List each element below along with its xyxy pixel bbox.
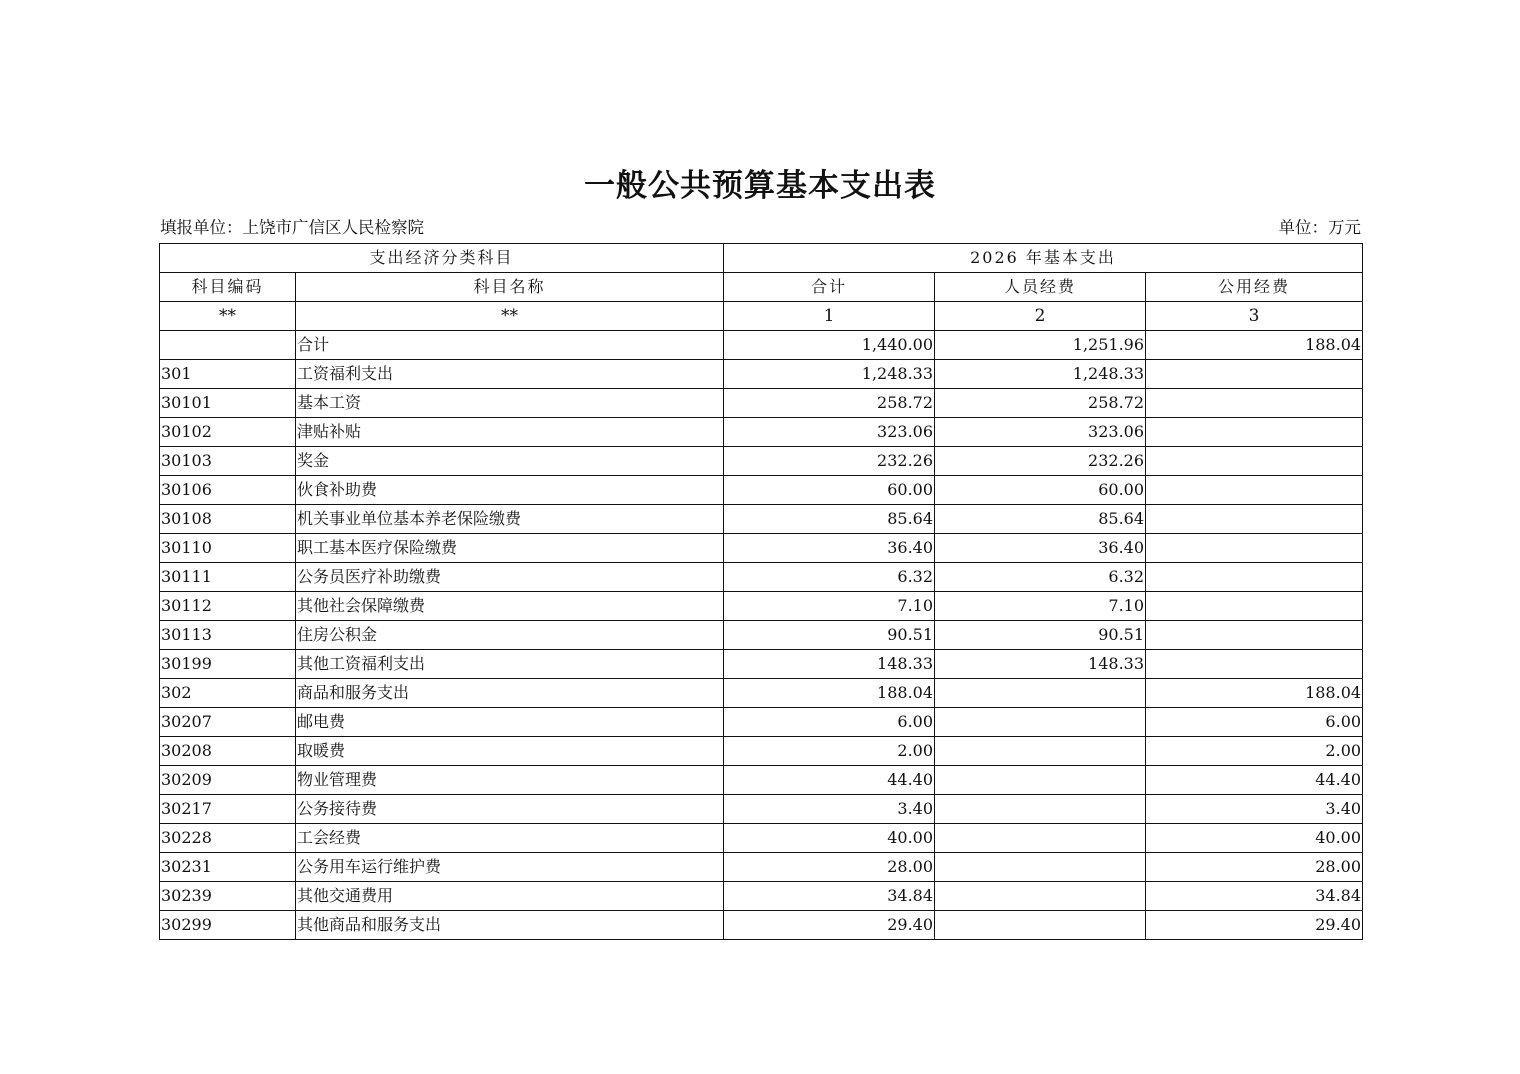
table-row bbox=[160, 853, 1363, 882]
reporting-unit: 填报单位：上饶市广信区人民检察院 bbox=[160, 218, 424, 237]
page-title: 一般公共预算基本支出表 bbox=[584, 168, 936, 204]
index-row bbox=[160, 302, 1363, 331]
name-cell: 奖金 bbox=[296, 447, 724, 476]
personnel-cell: 148.33 bbox=[935, 650, 1146, 679]
public-cell: 44.40 bbox=[1146, 766, 1363, 795]
index-cell: 1 bbox=[724, 302, 935, 331]
code-cell: 30239 bbox=[160, 882, 296, 911]
table-row bbox=[160, 389, 1363, 418]
public-cell bbox=[1146, 360, 1363, 389]
public-cell: 34.84 bbox=[1146, 882, 1363, 911]
code-cell: 30110 bbox=[160, 534, 296, 563]
name-cell: 公务用车运行维护费 bbox=[296, 853, 724, 882]
table-row bbox=[160, 563, 1363, 592]
name-cell: 合计 bbox=[296, 331, 724, 360]
public-cell bbox=[1146, 476, 1363, 505]
code-cell: 30299 bbox=[160, 911, 296, 940]
public-cell: 28.00 bbox=[1146, 853, 1363, 882]
table-row bbox=[160, 505, 1363, 534]
personnel-cell bbox=[935, 766, 1146, 795]
code-cell: 30113 bbox=[160, 621, 296, 650]
code-cell bbox=[160, 331, 296, 360]
name-cell: 住房公积金 bbox=[296, 621, 724, 650]
header-personnel: 人员经费 bbox=[935, 273, 1146, 302]
index-cell: 2 bbox=[935, 302, 1146, 331]
personnel-cell: 60.00 bbox=[935, 476, 1146, 505]
table-row bbox=[160, 911, 1363, 940]
total-cell: 29.40 bbox=[724, 911, 935, 940]
table-row bbox=[160, 824, 1363, 853]
personnel-cell bbox=[935, 795, 1146, 824]
public-cell: 188.04 bbox=[1146, 679, 1363, 708]
public-cell: 188.04 bbox=[1146, 331, 1363, 360]
header-public: 公用经费 bbox=[1146, 273, 1363, 302]
name-cell: 公务接待费 bbox=[296, 795, 724, 824]
total-cell: 85.64 bbox=[724, 505, 935, 534]
total-cell: 6.32 bbox=[724, 563, 935, 592]
public-cell bbox=[1146, 505, 1363, 534]
name-cell: 邮电费 bbox=[296, 708, 724, 737]
code-cell: 30207 bbox=[160, 708, 296, 737]
personnel-cell: 258.72 bbox=[935, 389, 1146, 418]
total-cell: 1,248.33 bbox=[724, 360, 935, 389]
name-cell: 机关事业单位基本养老保险缴费 bbox=[296, 505, 724, 534]
total-cell: 3.40 bbox=[724, 795, 935, 824]
code-cell: 30217 bbox=[160, 795, 296, 824]
total-cell: 44.40 bbox=[724, 766, 935, 795]
table-row bbox=[160, 650, 1363, 679]
code-cell: 30209 bbox=[160, 766, 296, 795]
index-cell: 3 bbox=[1146, 302, 1363, 331]
currency-unit: 单位：万元 bbox=[1278, 218, 1361, 237]
budget-table-body bbox=[160, 244, 1363, 940]
public-cell bbox=[1146, 447, 1363, 476]
personnel-cell: 7.10 bbox=[935, 592, 1146, 621]
public-cell: 3.40 bbox=[1146, 795, 1363, 824]
name-cell: 其他交通费用 bbox=[296, 882, 724, 911]
personnel-cell: 232.26 bbox=[935, 447, 1146, 476]
total-cell: 232.26 bbox=[724, 447, 935, 476]
table-row bbox=[160, 621, 1363, 650]
personnel-cell bbox=[935, 882, 1146, 911]
public-cell bbox=[1146, 534, 1363, 563]
total-cell: 1,440.00 bbox=[724, 331, 935, 360]
public-cell bbox=[1146, 621, 1363, 650]
table-row bbox=[160, 766, 1363, 795]
budget-table bbox=[159, 243, 1363, 940]
personnel-cell bbox=[935, 853, 1146, 882]
personnel-cell: 90.51 bbox=[935, 621, 1146, 650]
code-cell: 302 bbox=[160, 679, 296, 708]
table-row bbox=[160, 360, 1363, 389]
table-row bbox=[160, 708, 1363, 737]
header-total: 合计 bbox=[724, 273, 935, 302]
total-cell: 7.10 bbox=[724, 592, 935, 621]
total-cell: 323.06 bbox=[724, 418, 935, 447]
public-cell bbox=[1146, 650, 1363, 679]
name-cell: 津贴补贴 bbox=[296, 418, 724, 447]
code-cell: 30199 bbox=[160, 650, 296, 679]
name-cell: 商品和服务支出 bbox=[296, 679, 724, 708]
table-row bbox=[160, 737, 1363, 766]
personnel-cell bbox=[935, 737, 1146, 766]
personnel-cell bbox=[935, 824, 1146, 853]
code-cell: 30111 bbox=[160, 563, 296, 592]
total-cell: 90.51 bbox=[724, 621, 935, 650]
total-cell: 28.00 bbox=[724, 853, 935, 882]
personnel-cell: 36.40 bbox=[935, 534, 1146, 563]
code-cell: 30231 bbox=[160, 853, 296, 882]
total-cell: 60.00 bbox=[724, 476, 935, 505]
code-cell: 30101 bbox=[160, 389, 296, 418]
personnel-cell bbox=[935, 708, 1146, 737]
public-cell: 2.00 bbox=[1146, 737, 1363, 766]
table-row bbox=[160, 534, 1363, 563]
name-cell: 物业管理费 bbox=[296, 766, 724, 795]
public-cell: 6.00 bbox=[1146, 708, 1363, 737]
table-row bbox=[160, 331, 1363, 360]
code-cell: 30102 bbox=[160, 418, 296, 447]
total-cell: 148.33 bbox=[724, 650, 935, 679]
name-cell: 其他社会保障缴费 bbox=[296, 592, 724, 621]
header-row-group bbox=[160, 244, 1363, 273]
public-cell: 29.40 bbox=[1146, 911, 1363, 940]
code-cell: 30228 bbox=[160, 824, 296, 853]
name-cell: 基本工资 bbox=[296, 389, 724, 418]
code-cell: 30112 bbox=[160, 592, 296, 621]
table-row bbox=[160, 795, 1363, 824]
code-cell: 30208 bbox=[160, 737, 296, 766]
name-cell: 其他工资福利支出 bbox=[296, 650, 724, 679]
code-cell: 30106 bbox=[160, 476, 296, 505]
header-row-columns bbox=[160, 273, 1363, 302]
total-cell: 6.00 bbox=[724, 708, 935, 737]
table-row bbox=[160, 447, 1363, 476]
header-economic-classification: 支出经济分类科目 bbox=[160, 244, 724, 273]
total-cell: 258.72 bbox=[724, 389, 935, 418]
public-cell bbox=[1146, 418, 1363, 447]
header-name: 科目名称 bbox=[296, 273, 724, 302]
public-cell bbox=[1146, 563, 1363, 592]
public-cell: 40.00 bbox=[1146, 824, 1363, 853]
personnel-cell bbox=[935, 679, 1146, 708]
code-cell: 30108 bbox=[160, 505, 296, 534]
personnel-cell: 1,248.33 bbox=[935, 360, 1146, 389]
table-row bbox=[160, 418, 1363, 447]
total-cell: 40.00 bbox=[724, 824, 935, 853]
header-code: 科目编码 bbox=[160, 273, 296, 302]
personnel-cell: 6.32 bbox=[935, 563, 1146, 592]
name-cell: 取暖费 bbox=[296, 737, 724, 766]
header-basic-expenditure-2026: 2026 年基本支出 bbox=[724, 244, 1363, 273]
table-row bbox=[160, 882, 1363, 911]
name-cell: 其他商品和服务支出 bbox=[296, 911, 724, 940]
table-row bbox=[160, 476, 1363, 505]
index-cell: ** bbox=[296, 302, 724, 331]
public-cell bbox=[1146, 389, 1363, 418]
personnel-cell: 85.64 bbox=[935, 505, 1146, 534]
name-cell: 工资福利支出 bbox=[296, 360, 724, 389]
name-cell: 伙食补助费 bbox=[296, 476, 724, 505]
name-cell: 工会经费 bbox=[296, 824, 724, 853]
name-cell: 公务员医疗补助缴费 bbox=[296, 563, 724, 592]
total-cell: 188.04 bbox=[724, 679, 935, 708]
name-cell: 职工基本医疗保险缴费 bbox=[296, 534, 724, 563]
personnel-cell: 323.06 bbox=[935, 418, 1146, 447]
personnel-cell: 1,251.96 bbox=[935, 331, 1146, 360]
index-cell: ** bbox=[160, 302, 296, 331]
code-cell: 30103 bbox=[160, 447, 296, 476]
table-row bbox=[160, 592, 1363, 621]
total-cell: 34.84 bbox=[724, 882, 935, 911]
total-cell: 36.40 bbox=[724, 534, 935, 563]
personnel-cell bbox=[935, 911, 1146, 940]
public-cell bbox=[1146, 592, 1363, 621]
total-cell: 2.00 bbox=[724, 737, 935, 766]
code-cell: 301 bbox=[160, 360, 296, 389]
table-row bbox=[160, 679, 1363, 708]
